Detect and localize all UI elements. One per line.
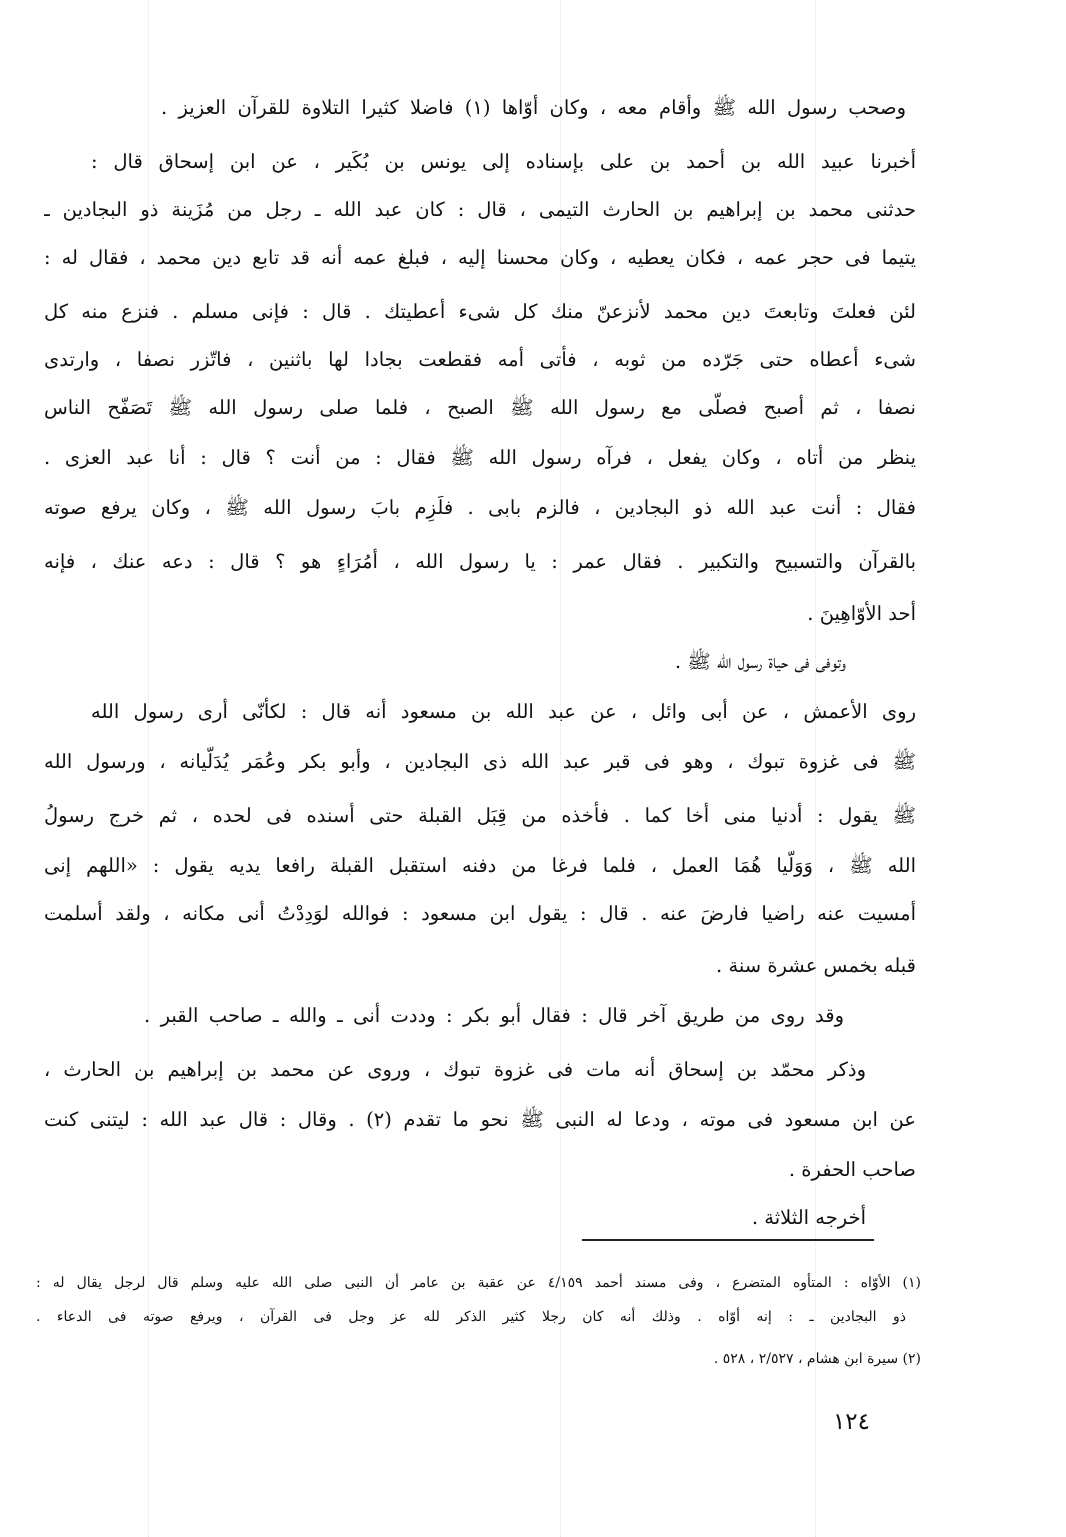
text-line: أمسيت عنه راضيا فارضَ عنه . قال : يقول ابن مسعود : فوالله لوَدِدْتُ أنى مكانه ، ولقد أسلمت [44,902,916,925]
text-line: فقال : أنت عبد الله ذو البجادين ، فالزم بابى . فلَزِم بابَ رسول الله ﷺ ، وكان يرفع صوته [44,496,916,519]
footnote-line: ذو البجادين ـ : إنه أوّاه . وذلك أنه كان رجلا كثير الذكر لله عز وجل فى القرآن ، ويرفع صوته فى الدعاء . [36,1309,906,1325]
text-line: عن ابن مسعود فى موته ، ودعا له النبى ﷺ نحو ما تقدم (٢) . وقال : قال عبد الله : ليتنى كنت [44,1108,916,1131]
text-line: نصفا ، ثم أصبح فصلّى مع رسول الله ﷺ الصبح ، فلما صلى رسول الله ﷺ تَصَفّح الناس [44,396,916,419]
text-line: يتيما فى حجر عمه ، فكان يعطيه ، وكان محسنا إليه ، فبلغ عمه أنه قد تابع دين محمد ، فقال له : [44,246,916,269]
text-line: أحد الأوّاهِينَ . [807,602,916,625]
footnote-line: (٢) سيرة ابن هشام ، ٢/٥٢٧ ، ٥٢٨ . [713,1351,921,1367]
text-line: صاحب الحفرة . [788,1158,916,1181]
text-line: أخبرنا عبيد الله بن أحمد بن على بإسناده إلى يونس بن بُكَير ، عن ابن إسحاق قال : [91,150,916,173]
page-number: ١٢٤ [832,1409,870,1435]
text-line: وقد روى من طريق آخر قال : فقال أبو بكر : وددت أنى ـ والله ـ صاحب القبر . [144,1004,844,1027]
text-line: شىء أعطاه حتى جَرّده من ثوبه ، فأتى أمه فقطعت بجادا لها باثنين ، فاتّزر نصفا ، وارتدى [44,348,916,371]
text-line: وتوفى فى حياة رسول الله ﷺ . [674,650,846,673]
text-line: ﷺ فى غزوة تبوك ، وهو فى قبر عبد الله ذى البجادين ، وأبو بكر وعُمَر يُدَلّيانه ، ورسول الله [44,750,916,773]
text-line: أخرجه الثلاثة . [751,1206,866,1229]
footnote-line: (١) الأوّاه : المتأوه المتضرع ، وفى مسند أحمد ٤/١٥٩ عن عقبة بن عامر أن النبى صلى الله عليه وسلم قال لرجل يقال له : [36,1275,921,1291]
text-line: روى الأعمش ، عن أبى وائل ، عن عبد الله بن مسعود أنه قال : لكأنّى أرى رسول الله [91,700,916,723]
text-line: ﷺ يقول : أدنيا منى أخا كما . فأخذه من قِبَل القبلة حتى أسنده فى لحده ، ثم خرج رسولُ [44,804,916,827]
text-line: قبله بخمس عشرة سنة . [716,954,916,977]
text-line: بالقرآن والتسبيح والتكبير . فقال عمر : يا رسول الله ، أمُرَاءٍ هو ؟ قال : دعه عنك ، فإنه [44,550,916,573]
footnote-separator [582,1239,874,1241]
text-line: وذكر محمّد بن إسحاق أنه مات فى غزوة تبوك ، وروى عن محمد بن إبراهيم بن الحارث ، [44,1058,866,1081]
text-line: لئن فعلتَ وتابعتَ دين محمد لأنزعنّ منك كل شىء أعطيتك . قال : فإنى مسلم . فنزع منه كل [44,300,916,323]
text-line: الله ﷺ ، وَوَلّيا هُمَا العمل ، فلما فرغا من دفنه استقبل القبلة رافعا يديه يقول : «اللهم إنى [44,854,916,877]
text-line: ينظر من أتاه ، وكان يفعل ، فرآه رسول الله ﷺ فقال : من أنت ؟ قال : أنا عبد العزى . [44,446,916,469]
text-line: حدثنى محمد بن إبراهيم بن الحارث التيمى ، قال : كان عبد الله ـ رجل من مُزَينة ذو البجادين ـ [44,198,916,221]
text-line: وصحب رسول الله ﷺ وأقام معه ، وكان أوّاها (١) فاضلا كثيرا التلاوة للقرآن العزيز . [161,96,906,119]
